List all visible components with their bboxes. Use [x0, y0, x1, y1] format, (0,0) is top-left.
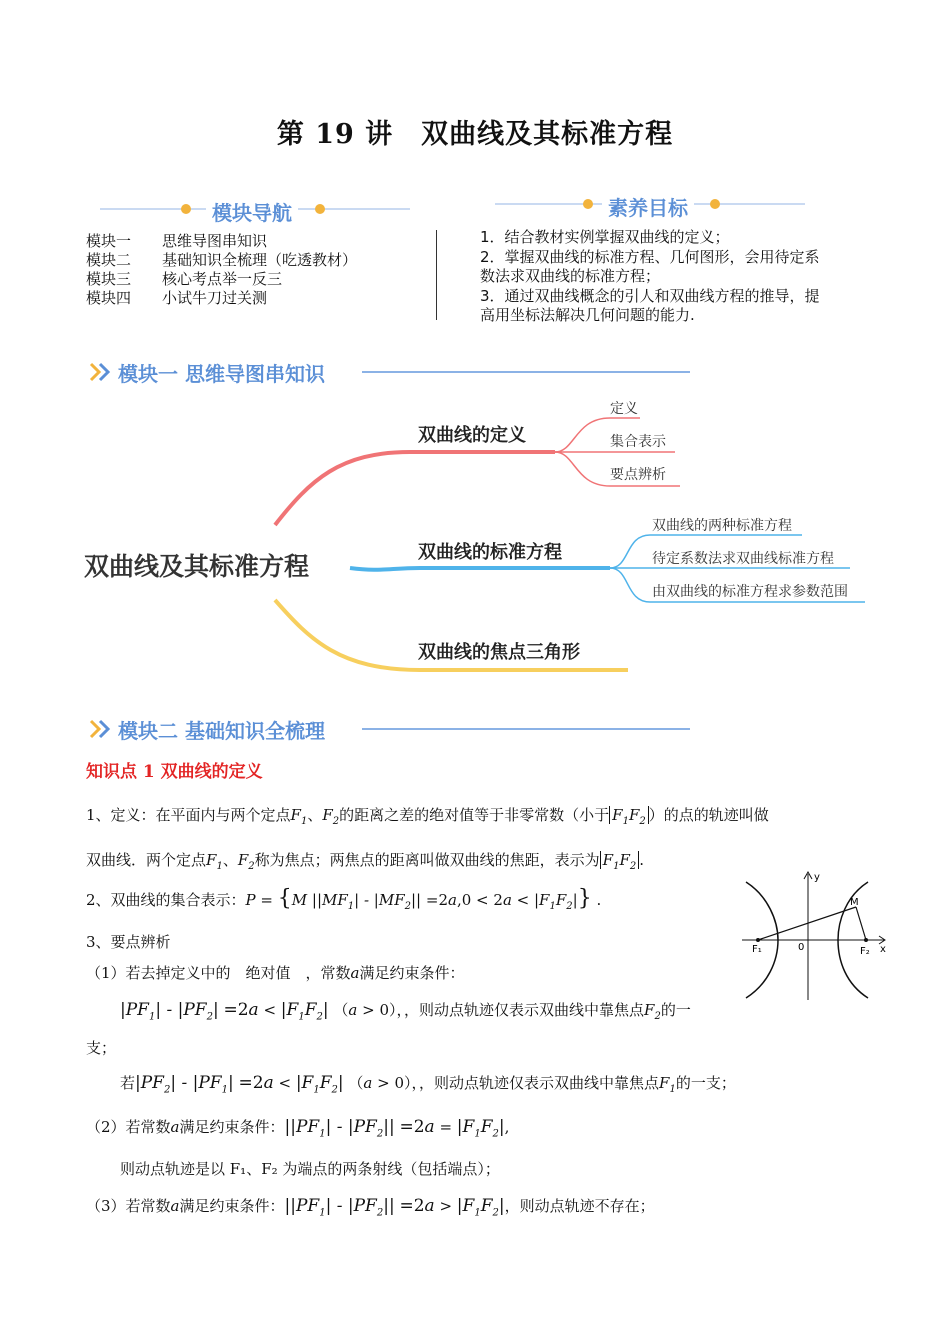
goals-list [480, 228, 880, 326]
mindmap-root: 双曲线及其标准方程 [84, 552, 310, 581]
goal-line: 3．通过双曲线概念的引人和双曲线方程的推导，提 [480, 286, 820, 305]
focus-line: 双曲线．两个定点$F_1$、$F_2$称为焦点；两焦点的距离叫做双曲线的焦距，表示为 $F_1F_2$ . [86, 851, 645, 872]
goal-line: 高用坐标法解决几何问题的能力. [480, 306, 695, 324]
condition-3: （3）若常数a满足约束条件：$||PF_1| - |PF_2|| =2a > |F_1F_2|$，则动点轨迹不存在； [86, 1196, 655, 1219]
mindmap-leaf: 双曲线的两种标准方程 [652, 518, 792, 534]
condition-1-formula: $|PF_1| - |PF_2| =2a < |F_1F_2|$ （a > 0），，则动点轨迹仅表示双曲线中靠焦点$F_2$的一 [120, 1000, 691, 1023]
nav-item: 模块四 小试牛刀过关测 [86, 289, 268, 307]
mindmap-leaf: 待定系数法求双曲线标准方程 [652, 551, 834, 567]
mindmap-branch-equation: 双曲线的标准方程 [418, 542, 562, 563]
origin-label: 0 [798, 942, 805, 953]
nav-list [86, 232, 357, 308]
page-title: 第 19 讲 双曲线及其标准方程 [276, 119, 674, 150]
set-representation: 2、双曲线的集合表示：P = {M $||MF_1| - |MF_2|| =2a,0 < 2a < |F_1F_2|$} . [86, 886, 602, 912]
x-axis-label: x [880, 944, 886, 955]
module1-rule [362, 371, 690, 373]
goal-line: 数法求双曲线的标准方程； [480, 267, 661, 285]
module2-heading: 模块二 基础知识全梳理 [118, 719, 325, 743]
module1-heading: 模块一 思维导图串知识 [118, 362, 325, 386]
nav-heading: 模块导航 [206, 197, 298, 226]
condition-1: （1）若去掉定义中的 绝对值 ，常数a满足约束条件： [86, 964, 465, 982]
f1-label: F₁ [752, 944, 762, 955]
mindmap-branch-definition: 双曲线的定义 [418, 425, 526, 446]
definition-line: 1、定义：在平面内与两个定点$F_1$、$F_2$的距离之差的绝对值等于非零常数（小于 $F_1F_2$ ）的点的轨迹叫做 [86, 806, 769, 827]
goal-line: 1．结合教材实例掌握双曲线的定义； [480, 228, 730, 246]
mindmap-leaf: 要点辨析 [610, 467, 666, 483]
f2-label: F₂ [860, 946, 870, 957]
mindmap-branch-triangle: 双曲线的焦点三角形 [418, 642, 580, 663]
condition-1-wrap: 支； [86, 1039, 117, 1057]
kp1-heading: 知识点 1 双曲线的定义 [86, 762, 263, 782]
y-axis-label: y [814, 872, 820, 883]
goals-heading: 素养目标 [602, 192, 694, 221]
nav-item: 模块三 核心考点举一反三 [86, 270, 283, 288]
goal-line: 2．掌握双曲线的标准方程、几何图形，会用待定系 [480, 247, 820, 266]
double-chevron-icon [88, 360, 118, 384]
mindmap-leaf: 定义 [610, 401, 638, 417]
nav-item: 模块一 思维导图串知识 [86, 232, 268, 250]
double-chevron-icon [88, 717, 118, 741]
mindmap-leaf: 集合表示 [610, 434, 666, 450]
condition-2: （2）若常数a满足约束条件：$||PF_1| - |PF_2|| =2a = |F_1F_2|$, [86, 1117, 510, 1140]
m-label: M [850, 897, 859, 908]
nav-item: 模块二 基础知识全梳理（吃透教材） [86, 251, 358, 269]
module2-rule [362, 728, 690, 730]
mindmap-leaf: 由双曲线的标准方程求参数范围 [652, 584, 848, 600]
key-points-heading: 3、要点辨析 [86, 933, 171, 951]
divider [436, 230, 437, 320]
hyperbola-figure [738, 866, 890, 1006]
condition-1b: 若$|PF_2| - |PF_1| =2a < |F_1F_2|$ （a > 0），，则动点轨迹仅表示双曲线中靠焦点$F_1$的一支； [120, 1073, 736, 1096]
condition-2-result: 则动点轨迹是以 F₁、F₂ 为端点的两条射线（包括端点）； [120, 1160, 500, 1178]
